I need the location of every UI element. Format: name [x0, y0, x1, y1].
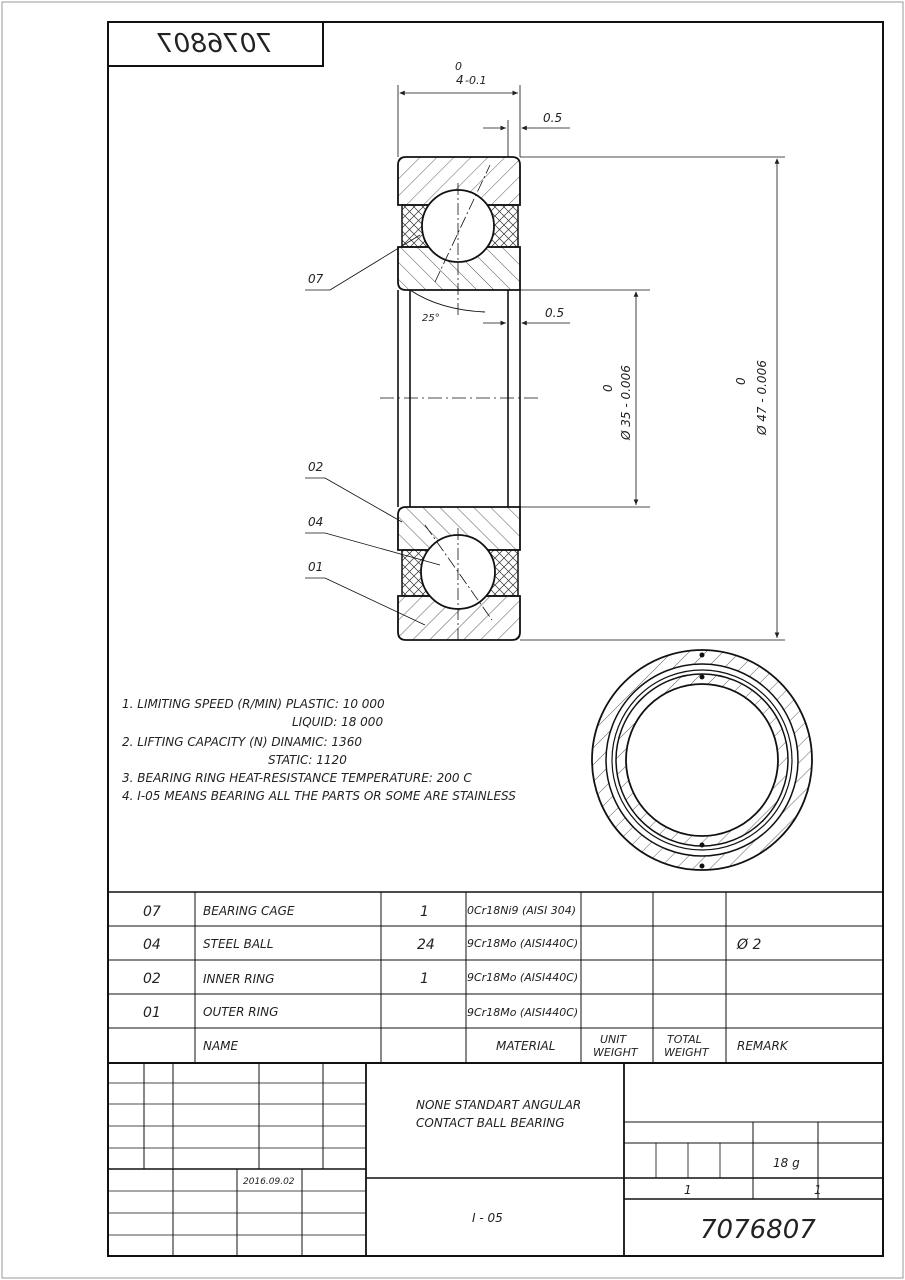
outer-diameter: Ø 47 - 0.006	[755, 360, 769, 435]
row-04-pos: 04	[143, 937, 161, 953]
callout-04: 04	[308, 515, 324, 529]
chamfer-bottom-value: 0.5	[545, 306, 565, 320]
top-section	[398, 157, 520, 324]
row-01-material: 9Cr18Mo (AISI440C)	[467, 1006, 579, 1019]
callout-07: 07	[308, 272, 324, 286]
callout-01: 01	[308, 560, 324, 574]
header-name: NAME	[203, 1039, 239, 1053]
note-2b: STATIC: 1120	[268, 753, 347, 767]
row-07-name: BEARING CAGE	[203, 904, 295, 918]
bottom-section	[398, 507, 520, 640]
width-nominal: 4	[456, 73, 464, 87]
header-total-weight-1: TOTAL	[667, 1033, 702, 1046]
row-07-pos: 07	[143, 904, 161, 920]
row-02-name: INNER RING	[203, 972, 275, 986]
row-02-pos: 02	[143, 971, 161, 987]
row-02-qty: 1	[420, 971, 429, 987]
callout-02: 02	[308, 460, 324, 474]
outer-diameter-upper: 0	[734, 377, 748, 385]
mirrored-number-box	[108, 22, 323, 66]
header-material: MATERIAL	[496, 1039, 556, 1053]
row-04-name: STEEL BALL	[203, 937, 274, 951]
row-02-material: 9Cr18Mo (AISI440C)	[467, 971, 579, 984]
title-block-text	[243, 1098, 822, 1245]
inner-diameter: Ø 35 - 0.006	[619, 365, 633, 440]
drawing-number: 7076807	[700, 1215, 816, 1245]
mirrored-drawing-number: 7076807	[157, 29, 273, 59]
inner-diameter-upper: 0	[601, 384, 615, 392]
row-07-qty: 1	[420, 904, 429, 920]
header-unit-weight-2: WEIGHT	[593, 1046, 638, 1059]
contact-angle-label: 25°	[422, 313, 440, 324]
header-unit-weight-1: UNIT	[600, 1033, 627, 1046]
row-07-material: 0Cr18Ni9 (AISI 304)	[467, 904, 577, 917]
row-04-material: 9Cr18Mo (AISI440C)	[467, 937, 579, 950]
header-total-weight-2: WEIGHT	[664, 1046, 709, 1059]
bearing-section-view	[305, 60, 785, 640]
bearing-front-view	[592, 650, 812, 870]
note-1b: LIQUID: 18 000	[292, 715, 384, 729]
scale-left: 1	[684, 1183, 692, 1197]
row-01-name: OUTER RING	[203, 1005, 279, 1019]
note-1: 1. LIMITING SPEED (R/MIN) PLASTIC: 10 000	[122, 697, 385, 711]
technical-notes	[122, 697, 516, 803]
scale-right: 1	[814, 1183, 822, 1197]
variant-code: I - 05	[472, 1211, 503, 1225]
row-04-qty: 24	[417, 937, 435, 953]
note-2: 2. LIFTING CAPACITY (N) DINAMIC: 1360	[122, 735, 362, 749]
description-line-2: CONTACT BALL BEARING	[416, 1116, 565, 1130]
weight: 18 g	[773, 1156, 800, 1170]
note-3: 3. BEARING RING HEAT-RESISTANCE TEMPERATURE: 200 C	[122, 771, 472, 785]
description-line-1: NONE STANDART ANGULAR	[416, 1098, 582, 1112]
row-04-remark: Ø 2	[737, 937, 762, 953]
date: 2016.09.02	[243, 1177, 295, 1187]
header-remark: REMARK	[737, 1039, 788, 1053]
width-upper-dev: 0	[455, 60, 462, 73]
row-01-pos: 01	[143, 1005, 161, 1021]
width-lower-dev: -0.1	[465, 74, 487, 87]
note-4: 4. I-05 MEANS BEARING ALL THE PARTS OR SOME ARE STAINLESS	[122, 789, 516, 803]
chamfer-top-value: 0.5	[543, 111, 563, 125]
